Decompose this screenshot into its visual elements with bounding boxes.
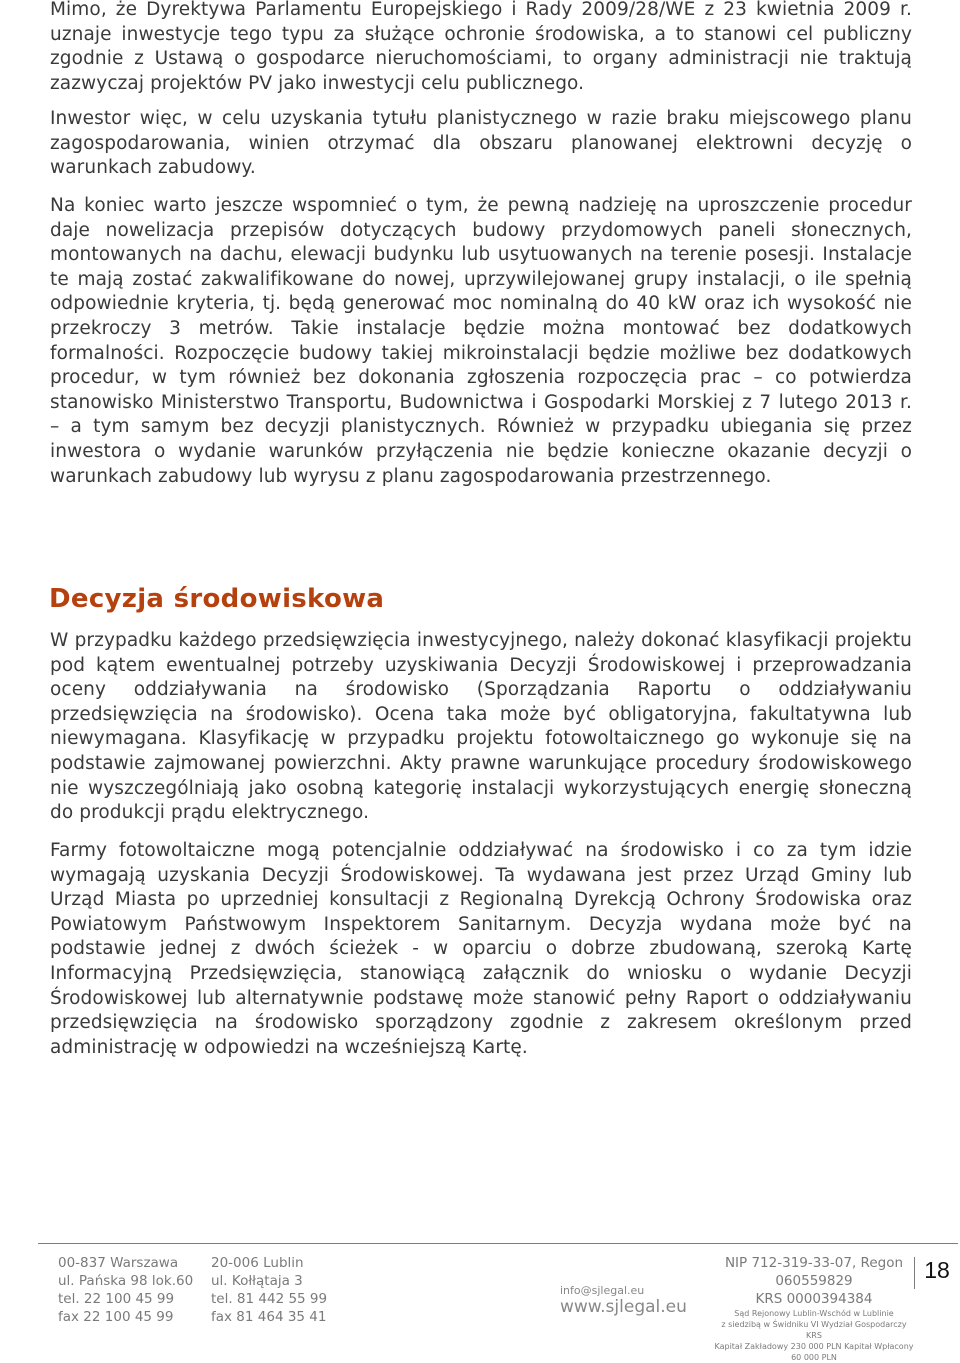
- footer-divider: [38, 1243, 958, 1244]
- footer-capital: Kapitał Zakładowy 230 000 PLN Kapitał Wpłacony 60 000 PLN: [714, 1342, 914, 1362]
- footer-lublin-street: ul. Kołłątaja 3: [211, 1273, 303, 1289]
- footer-website-link[interactable]: www.sjlegal.eu: [560, 1297, 687, 1317]
- paragraph-classification: W przypadku każdego przedsięwzięcia inwestycyjnego, należy dokonać klasyfikacji projektu pod kątem ewentualnej potrzeby uzyskiwania Decyzji Środowiskowej i przeprowadzania oceny oddziaływania na środowisko (Sporządzania Raportu o oddziaływaniu przedsięwzięcia na środowisko). Ocena taka może być obligatoryjna, fakultatywna lub niewymagana. Klasyfikację w przypadku projektu fotowoltaicznego go wykonuje się na podstawie zajmowanej powierzchni. Akty prawne warunkujące procedury środowiskowego nie wyszczególniają jako osobną kategorię instalacji wykorzystujących energię słoneczną do produkcji prądu elektrycznego.: [50, 630, 912, 824]
- footer-email-link[interactable]: info@sjlegal.eu: [560, 1284, 645, 1297]
- footer-court-1: Sąd Rejonowy Lublin-Wschód w Lublinie: [734, 1309, 894, 1318]
- footer-lublin-fax: fax 81 464 35 41: [211, 1309, 327, 1325]
- page-number: 18: [914, 1257, 955, 1289]
- footer-lublin-tel: tel. 81 442 55 99: [211, 1291, 328, 1307]
- paragraph-directive: Mimo, że Dyrektywa Parlamentu Europejskiego i Rady 2009/28/WE z 23 kwietnia 2009 r. uznaje inwestycje tego typu za służące ochronie środowiska, a to stanowi cel publiczny zgodnie z Ustawą o gospodarce nieruchomościami, to organy administracji nie traktują zazwyczaj projektów PV jako inwestycji celu publicznego.: [50, 0, 912, 94]
- footer-warsaw-tel: tel. 22 100 45 99: [58, 1291, 175, 1307]
- footer-warsaw-fax: fax 22 100 45 99: [58, 1309, 174, 1325]
- footer-lublin-city: 20-006 Lublin: [211, 1255, 304, 1271]
- footer-warsaw-address: [58, 1254, 193, 1326]
- paragraph-investor: Inwestor więc, w celu uzyskania tytułu planistycznego w razie braku miejscowego planu zagospodarowania, winien otrzymać dla obszaru planowanej elektrowni decyzję o warunkach zabudowy.: [50, 108, 912, 179]
- footer-nip-regon: NIP 712-319-33-07, Regon 060559829: [724, 1255, 904, 1289]
- paragraph-pv-farms: Farmy fotowoltaiczne mogą potencjalnie oddziaływać na środowisko i co za tym idzie wymagają uzyskania Decyzji Środowiskowej. Ta wydawana jest przez Urząd Gminy lub Urząd Miasta po uprzedniej konsultacji z Regionalną Dyrekcją Ochrony Środowiska oraz Powiatowym Państwowym Inspektorem Sanitarnym. Decyzja wydana może być na podstawie jednej z dwóch ścieżek - w oparciu o dobrze zbudowaną, szeroką Kartę Informacyjną Przedsięwzięcia, stanowiącą załącznik do wniosku o wydanie Decyzji Środowiskowej lub alternatywnie podstawę może stanowić pełny Raport o oddziaływaniu przedsięwzięcia na środowisko sporządzony zgodnie z zakresem określonym przed administrację w odpowiedzi na wcześniejszą Kartę.: [50, 840, 912, 1058]
- footer-court-2: z siedzibą w Świdniku VI Wydział Gospodarczy KRS: [721, 1320, 907, 1340]
- footer-registration: [714, 1254, 914, 1363]
- paragraph-microinstallations: Na koniec warto jeszcze wspomnieć o tym, że pewną nadzieję na uproszczenie procedur daje nowelizacja przepisów dotyczących budowy przydomowych paneli słonecznych, montowanych na dachu, elewacji budynku lub usytuowanych na terenie posesji. Instalacje te mają zostać zakwalifikowane do nowej, uprzywilejowanej grupy instalacji, o ile spełnią odpowiednie kryteria, tj. będą generować moc nominalną do 40 kW oraz ich wysokość nie przekroczy 3 metrów. Takie instalacje będzie można montować bez dodatkowych formalności. Rozpoczęcie budowy takiej mikroinstalacji będzie możliwe bez dodatkowych procedur, w tym również bez dokonania zgłoszenia rozpoczęcia prac – co potwierdza stanowisko Ministerstwo Transportu, Budownictwa i Gospodarki Morskiej z 7 lutego 2013 r. – a tym samym bez decyzji planistycznych. Również w przypadku ubiegania się przez inwestora o wydanie warunków przyłączenia nie będzie konieczne okazanie decyzji o warunkach zabudowy lub wyrysu z planu zagospodarowania przestrzennego.: [50, 195, 912, 487]
- footer-lublin-address: [211, 1254, 327, 1326]
- footer-krs: KRS 0000394384: [755, 1291, 873, 1307]
- footer-contact: [560, 1283, 687, 1315]
- footer-warsaw-street: ul. Pańska 98 lok.60: [58, 1273, 194, 1289]
- footer-warsaw-city: 00-837 Warszawa: [58, 1255, 179, 1271]
- section-heading: Decyzja środowiskowa: [49, 584, 385, 614]
